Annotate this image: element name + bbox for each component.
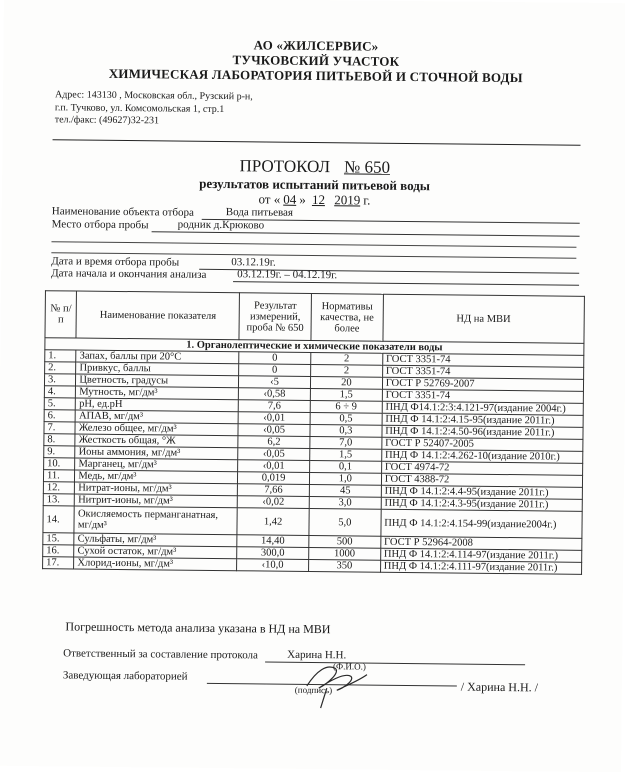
row-number: 14. (43, 506, 75, 533)
date-prefix: от « (258, 191, 281, 207)
row-number: 17. (43, 557, 74, 569)
results-table (42, 290, 585, 575)
sampling-label: Дата и время отбора пробы (51, 255, 180, 269)
method-document: ПНД Ф14.1:2:3:4.121-97(издание 2004г.) (382, 401, 583, 415)
row-number: 4. (44, 386, 75, 398)
address-line-3: тел./факс: (49627)32-231 (54, 114, 160, 127)
method-document: ПНД Ф 14.1:2:4.154-99(издание2004г.) (381, 509, 583, 538)
method-document: ГОСТ 3351-74 (382, 365, 583, 379)
blank-line-1 (51, 241, 576, 247)
indicator-name: рН, ед.рН (76, 398, 239, 412)
indicator-name: Медь, мг/дм³ (75, 470, 238, 484)
section-title: 1. Органолептические и химические показатели воды (45, 338, 584, 356)
address-line-1: Адрес: 143130 , Московская обл., Рузский р-н, (54, 89, 253, 103)
header-result: Результат измерений, проба № 650 (239, 293, 311, 341)
quality-norm: 1,5 (310, 448, 382, 461)
quality-norm: 1,5 (310, 388, 382, 401)
method-document: ГОСТ Р 52769-2007 (382, 377, 583, 391)
method-document: ПНД Ф 14.1:2:4.111-97(издание 2011г.) (380, 560, 581, 574)
header-num: № п/п (45, 291, 77, 338)
quality-norm: 2 (311, 352, 383, 365)
row-number: 7. (44, 422, 75, 434)
place-label: Место отбора пробы (51, 218, 149, 232)
object-value: Вода питьевая (202, 206, 580, 224)
measured-result: 300,0 (237, 547, 309, 560)
row-number: 15. (43, 533, 74, 545)
place-value: родник д.Крюково (152, 218, 580, 236)
indicator-name: Нитрит-ионы, мг/дм³ (75, 494, 238, 508)
header-divider (53, 139, 581, 146)
date-suffix: г. (363, 192, 371, 208)
measured-result: ‹0,02 (237, 496, 309, 509)
signature-caption: (подпись) (294, 684, 333, 696)
org-division: ТУЧКОВСКИЙ УЧАСТОК (232, 52, 400, 69)
indicator-name: Сухой остаток, мг/дм³ (74, 545, 237, 559)
table-header-row (45, 291, 584, 344)
quality-norm: 0,5 (310, 412, 382, 425)
header-norm: Нормативы качества, не более (311, 293, 383, 341)
indicator-name: Сульфаты, мг/дм³ (74, 533, 237, 547)
measured-result: ‹10,0 (237, 559, 309, 572)
row-number: 9. (44, 446, 75, 458)
row-number: 11. (43, 470, 74, 482)
indicator-name: Железо общее, мг/дм³ (75, 422, 238, 436)
row-number: 10. (44, 458, 75, 470)
quality-norm: 350 (308, 559, 380, 572)
object-label: Наименование объекта отбора (51, 205, 194, 219)
fio-caption: (Ф.И.О.) (332, 661, 366, 672)
quality-norm: 5,0 (309, 508, 381, 536)
method-document: ПНД Ф 14.1:2:4.114-97(издание 2011г.) (380, 548, 581, 562)
measured-result: ‹0,01 (238, 412, 310, 425)
quality-norm: 7,0 (310, 436, 382, 449)
address-line-2: г.п. Тучково, ул. Комсомольская 1, стр.1 (54, 101, 225, 115)
date-mid: » (299, 191, 306, 207)
method-document: ГОСТ Р 52407-2005 (382, 437, 583, 451)
lab-name: ХИМИЧЕСКАЯ ЛАБОРАТОРИЯ ПИТЬЕВОЙ И СТОЧНОЙ ВОДЫ (108, 65, 523, 86)
row-number: 12. (43, 482, 74, 494)
method-document: ПНД Ф 14.1:2:4.262-10(издание 2010г.) (381, 449, 582, 463)
org-name: АО «ЖИЛСЕРВИС» (253, 37, 379, 54)
row-number: 6. (44, 410, 75, 422)
quality-norm: 0,3 (310, 424, 382, 437)
method-document: ГОСТ 4974-72 (381, 461, 582, 475)
quality-norm: 45 (309, 484, 381, 497)
quality-norm: 3,0 (309, 496, 381, 509)
row-number: 1. (45, 350, 76, 362)
handwritten-signature (294, 650, 388, 711)
row-number: 8. (44, 434, 75, 446)
row-number: 16. (43, 545, 74, 557)
row-number: 13. (43, 494, 74, 506)
quality-norm: 2 (311, 364, 383, 377)
organization-header (3, 35, 625, 87)
sampling-value: 03.12.19г. (199, 256, 579, 274)
method-document: ПНД Ф 14.1:2:4.3-95(издание 2011г.) (381, 497, 582, 511)
measured-result: ‹0,05 (238, 424, 310, 437)
accuracy-note: Погрешность метода анализа указана в НД на МВИ (65, 619, 331, 637)
header-name: Наименование показателя (76, 291, 239, 340)
row-number: 2. (45, 362, 76, 374)
quality-norm: 20 (310, 376, 382, 389)
date-month: 12 (311, 191, 326, 208)
method-document: ГОСТ Р 52964-2008 (381, 536, 582, 550)
protocol-subtitle: результатов испытаний питьевой воды (199, 175, 431, 194)
indicator-name: АПАВ, мг/дм³ (75, 410, 238, 424)
date-year: 2019 (334, 192, 361, 208)
measured-result: ‹0,05 (238, 448, 310, 461)
row-number: 5. (44, 398, 75, 410)
method-document: ПНД Ф 14.1:2:4.50-96(издание 2011г.) (382, 425, 583, 439)
protocol-word: ПРОТОКОЛ (239, 156, 331, 177)
quality-norm: 0,1 (310, 460, 382, 473)
quality-norm: 6 ÷ 9 (310, 400, 382, 413)
method-document: ГОСТ 3351-74 (382, 353, 583, 367)
measured-result: 7,6 (238, 400, 310, 413)
measured-result: ‹0,01 (238, 460, 310, 473)
measured-result: 14,40 (237, 535, 309, 548)
indicator-name: Марганец, мг/дм³ (75, 458, 238, 472)
measured-result: ‹0,58 (238, 388, 310, 401)
protocol-number: № 650 (343, 157, 391, 177)
indicator-name: Мутность, мг/дм³ (76, 386, 239, 400)
analysis-value: 03.12.19г. – 04.12.19г. (233, 268, 579, 286)
indicator-name: Запах, баллы при 20°С (76, 350, 239, 364)
indicator-name: Хлорид-ионы, мг/дм³ (74, 557, 237, 571)
responsible-value: Харина Н.Н. (265, 649, 525, 666)
indicator-name: Привкус, баллы (76, 362, 239, 376)
address-block (55, 89, 253, 129)
head-label: Заведующая лабораторией (62, 669, 188, 683)
head-name: / Харина Н.Н. / (460, 679, 539, 695)
measured-result: 0,019 (238, 472, 310, 485)
method-document: ПНД Ф 14.1:2:4.4-95(издание 2011г.) (381, 485, 582, 499)
method-document: ГОСТ 3351-74 (382, 389, 583, 403)
quality-norm: 1,0 (309, 472, 381, 485)
responsible-label: Ответственный за составление протокола (63, 647, 259, 662)
measured-result: 0 (239, 364, 311, 377)
indicator-name: Нитрат-ионы, мг/дм³ (75, 482, 238, 496)
indicator-name: Окисляемость перманганатная, мг/дм³ (74, 506, 237, 535)
quality-norm: 1000 (309, 547, 381, 560)
indicator-name: Жесткость общая, °Ж (75, 434, 238, 448)
indicator-name: Ионы аммония, мг/дм³ (75, 446, 238, 460)
measured-result: 0 (239, 352, 311, 365)
method-document: ПНД Ф 14.1:2:4.15-95(издание 2011г.) (382, 413, 583, 427)
measured-result: 7,66 (237, 484, 309, 497)
method-document: ГОСТ 4388-72 (381, 473, 582, 487)
analysis-label: Дата начала и окончания анализа (51, 267, 207, 281)
row-number: 3. (44, 374, 75, 386)
date-day: 04 (283, 191, 297, 207)
header-mvi: НД на МВИ (383, 294, 585, 343)
quality-norm: 500 (309, 535, 381, 548)
indicator-name: Цветность, градусы (76, 374, 239, 388)
measured-result: 1,42 (237, 508, 309, 536)
measured-result: ‹5 (239, 376, 311, 389)
measured-result: 6,2 (238, 436, 310, 449)
